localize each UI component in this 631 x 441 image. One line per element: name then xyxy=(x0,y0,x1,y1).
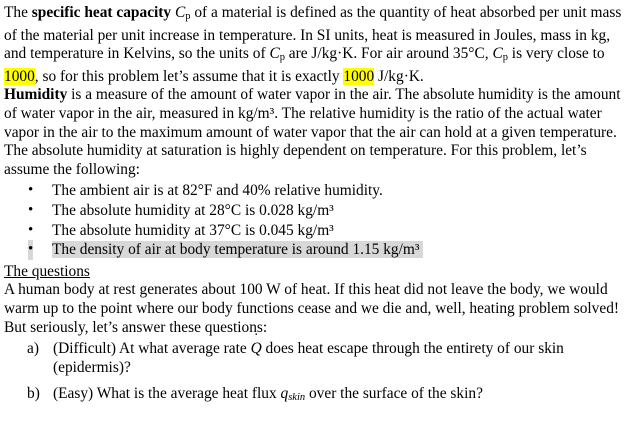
specific-heat-paragraph xyxy=(4,4,628,86)
question-marker: a) xyxy=(27,340,39,358)
section-title: The questions xyxy=(4,262,90,280)
text-run: J/kg·K. xyxy=(374,67,424,85)
bullet-icon: • xyxy=(28,221,34,238)
list-item-text: The density of air at body temperature is around 1.15 kg/m³ xyxy=(52,241,423,258)
list-item-text: The absolute humidity at 28°C is 0.028 kg/m³ xyxy=(52,201,334,219)
subscript-p: p xyxy=(502,52,508,64)
list-item-text: The absolute humidity at 37°C is 0.045 kg/m³ xyxy=(52,221,334,239)
bullet-icon: • xyxy=(28,201,34,218)
text-run: (Easy) What is the average heat flux xyxy=(53,385,281,403)
text-run: over the surface of the skin? xyxy=(305,385,483,403)
list-item xyxy=(4,181,628,201)
questions-list xyxy=(4,340,628,408)
text-run: is a measure of the amount of water vapor in the air. The absolute humidity is the amount of water vapor in the air, measured in kg/m³. The relative humidity is the ratio of the actual water vapor in the air to the maximum amount of water vapor that the air can hold at a given temperature. The absolute humidity at saturation is highly dependent on temperature. For this problem, let’s assume the following: xyxy=(4,86,621,178)
body-heat-paragraph: A human body at rest generates about 100 W of heat. If this heat did not leave the body, we would warm up to the point where our body functions cease and we die and, well, heating problem solved! But seriously, let’s answer these questions: xyxy=(4,281,620,336)
text-run: does heat escape through the entirety of our skin (epidermis)? xyxy=(53,340,564,376)
term-specific-heat: specific heat capacity xyxy=(31,4,172,21)
highlighted-value: 1000 xyxy=(343,67,375,85)
bullet-icon: • xyxy=(28,240,33,260)
list-item xyxy=(4,201,628,221)
document xyxy=(4,4,628,416)
term-humidity: Humidity xyxy=(4,86,68,104)
symbol-q: q xyxy=(280,385,289,403)
text-run: are J/kg·K. For air around 35°C, xyxy=(284,45,493,63)
symbol-c: C xyxy=(171,4,186,21)
subscript-p: p xyxy=(279,52,285,64)
subscript-p: p xyxy=(185,11,191,22)
assumptions-list xyxy=(4,181,628,259)
text-run: of a material is defined as the quantity of heat absorbed per unit mass of the material per unit increase in temperature. In SI units, heat is measured in Joules, mass in kg, and temperature in Kelvins, so the units of xyxy=(4,4,622,63)
text-run: (Difficult) At what average rate xyxy=(53,340,251,358)
question-marker: b) xyxy=(27,385,40,403)
text-run: The xyxy=(4,4,32,21)
bullet-icon: • xyxy=(28,182,34,199)
text-run: is very close to xyxy=(507,45,605,63)
symbol-c: C xyxy=(492,45,503,63)
symbol-c: C xyxy=(269,45,280,63)
list-item xyxy=(4,221,628,241)
list-item xyxy=(4,240,628,260)
question-item xyxy=(4,340,628,377)
symbol-q-dot: ˙ Q xyxy=(251,340,262,357)
humidity-paragraph xyxy=(4,86,628,179)
subscript-skin: skin xyxy=(288,392,306,404)
highlighted-value: 1000 xyxy=(4,67,35,85)
question-item xyxy=(4,385,628,408)
list-item-text: The ambient air is at 82°F and 40% relative humidity. xyxy=(52,182,383,200)
text-run: , so for this problem let’s assume that it is exactly xyxy=(34,67,344,85)
